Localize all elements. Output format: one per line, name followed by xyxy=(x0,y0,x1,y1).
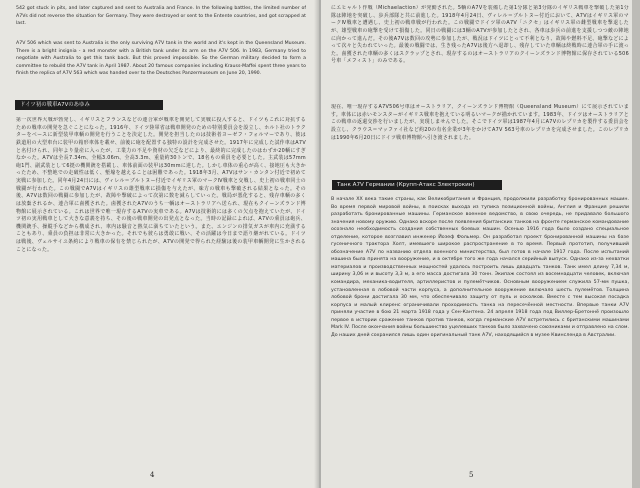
page-number-left: 4 xyxy=(150,471,155,479)
page-edge-strip xyxy=(632,0,640,488)
section-heading-ru: Танк A7V Германии (Крупп-Атакс Злектрокин) xyxy=(332,180,502,190)
body-text-jp: 第一次世界大戦が勃発し、イギリスとフランスなどの連合軍が戦車を開発して実戦に投入すると、ドイツもこれに対抗するための戦車の開発を急ぐことになった。1916年、ドイツ陸軍省は戦車開発のための特別委員会を設立し、ホルト社のトラクターをベースに新型装甲車輌の開発を行うことを決定した。開発を担当したのは技術者ヨーゼフ・フォルマーであり、彼は鉄道用の大型車台に装甲の箱形車体を載せ、前後に砲を配置する独特の設計を完成させた。1917年に完成した試作車はA7Vと名付けられ、同年より量産に入ったが、工業力の不足や資材の欠乏などにより、最終的に完成したのはわずか20輌にすぎなかった。A7Vは全長7.34m、全幅3.06m、全高3.3m、重量約30トンで、18名もの乗員を必要とした。主武装は57mm砲1門、副武装として6挺の機関銃を搭載し、車体前面の装甲は30mmに達した。しかし車体の重心が高く、接地圧も大きかったため、不整地での走破性は低く、塹壕を越えることは困難であった。1918年3月、A7Vはサン・カンタン付近で初めて実戦に参加した。同年4月24日には、ヴィレル＝ブルトヌー付近でイギリス軍のマークⅣ戦車と交戦し、史上初の戦車同士の戦闘が行われた。この戦闘でA7Vはイギリスの雄型戦車に損傷を与えたが、味方の戦車も撃破される結果となった。その後、A7Vは数回の戦闘に参加したが、故障や撃破によって次第に数を減らしていった。戦局が悪化すると、残存車輌の多くは放棄されるか、連合軍に鹵獲された。鹵獲されたA7Vのうち一輌はオーストラリアへ送られ、現在もクイーンズランド博物館に展示されている。これは世界で唯一現存するA7Vの実車である。A7Vは技術的には多くの欠点を抱えていたが、ドイツ初の実用戦車として大きな意義を持ち、その後の戦車開発の出発点となった。当時の記録によれば、A7Vの乗員は砲兵、機関銃手、操縦手などから構成され、車内は騒音と熱気に満ちていたという。また、エンジンの排気ガスが車内に充満することもあり、乗員の負担は非常に大きかった。それでも彼らは勇敢に戦い、その活躍は今日まで語り継がれている。ドイツは戦後、ヴェルサイユ条約により戦車の保有を禁じられたが、A7Vの開発で得られた経験は後の装甲車輌開発に生かされることになった。 xyxy=(16,117,306,253)
section-heading-jp: ドイツ初の戦車A7Vのあゆみ xyxy=(15,100,163,110)
page-number-right: 5 xyxy=(469,471,474,479)
body-text-jp-top: にエヒャルト作戦（Michaelaction）が発動された。5輌のA7Vを装備した第1分隊と第3分隊のイギリス戦車を撃破した第1分隊は陣地を突破し、歩兵部隊と共に前進した。1918年4月24日、ヴィレル＝ブルトヌー付近において、A7Vはイギリス軍のマークⅣ戦車と遭遇し、史上初の戦車戦が行われた。この戦闘でドイツ軍のA7V「ニクセ」はイギリス軍の雌型戦車を撃退したが、雄型戦車の砲撃を受けて損傷した。同日の戦闘には3輌のA7Vが参加したとされ、各車は歩兵の前進を支援しつつ敵の陣地に向かって進んだ。その後A7Vは数回の攻勢に参加したが、戦況はドイツにとって不利となり、故障や燃料不足、砲撃などによって次々と失われていった。最後の戦闘では、生き残ったA7Vは後方へ退却し、残存していた車輌は終戦時に連合軍の手に渡った。鹵獲された車輌の多くはスクラップとされ、現存するのはオーストラリアのクイーンズランド博物館に保存されている506号車「メフィスト」のみである。 xyxy=(331,5,629,65)
right-page xyxy=(321,0,640,488)
intro-paragraph-en: 542 got stuck in pits, and later captured and sent to Australia and France. In the following battles, the limited number of A7Vs did not reverse the situation for Germany. They were destroyed or sent to the Entente countries, and got scrapped at last. xyxy=(16,6,306,26)
rebuild-paragraph-en: A7V 506 which was sent to Australia is the only surviving A7V tank in the world and it's kept in the Queensland Museum. There is a bright insignia - a red monster with a British tank under its arm on the A7V 506. In 1983, Germany tried to negotiate with Australia to get this tank back. But this proved impossible. So the German military decided to form a committee to rebuild the A7V tank in April 1987. About 20 famous companies including Krauss-Maffei spent three years to finish the replica of A7V 563 which was handed over to the Deutsches Panzermuseum on June 20, 1990. xyxy=(16,41,306,76)
body-text-jp-bottom: 現在、唯一現存するA7V506号車はオーストラリア、クイーンズランド博物館（Queensland Museum）にて展示されています。車体には赤いモンスターがイギリス戦車を抱えている明るいマークが描かれています。1983年、ドイツはオーストラリアとこの戦車の返還交渉を行いましたが、実現しませんでした。そこでドイツ軍は1987年4月にA7Vのレプリカを製作する委員会を設立し、クラウス＝マッファイ社など約20の有名企業が3年をかけてA7V 563号車のレプリカを完成させました。このレプリカは1990年6月20日にドイツ戦車博物館へ引き渡されました。 xyxy=(331,104,629,141)
left-page xyxy=(0,0,319,488)
body-text-ru: В начале XX века такие страны, как Великобритания и Франция, продолжили разработку бронированных машин. Во время первой мировой войны, в поисках выхода из тупика позиционной войны, Англия и Франция решили разработать бронированные машины. Германское военное ведомство, в свою очередь, не придавало большого значения новому оружию. Однако вскоре после появления британских танков на фронте германское командование осознало необходимость создания собственных боевых машин. Осенью 1916 года было создано специальное отделение, которое возглавил инженер Йозеф Фольмер. Он разработал проект бронированной машины на базе гусеничного трактора Холт, имевшего широкое распространение в то время. Первый прототип, получивший обозначение A7V по названию отдела военного министерства, был готов в начале 1917 года. После испытаний машина была принята на вооружение, и в октябре того же года начался серийный выпуск. Однако из-за нехватки материалов и производственных мощностей удалось построить лишь двадцать танков. Танк имел длину 7,34 м, ширину 3,06 м и высоту 3,3 м, а его масса достигала 30 тонн. Экипаж состоял из восемнадцати человек, включая командира, механика-водителя, артиллеристов и пулемётчиков. Основным вооружением служила 57-мм пушка, установленная в лобовой части корпуса, а дополнительное вооружение включало шесть пулемётов. Толщина лобовой брони достигала 30 мм, что обеспечивало защиту от пуль и осколков. Вместе с тем высокая посадка корпуса и малый клиренс ограничивали проходимость танка на пересечённой местности. Впервые танки A7V приняли участие в бою 21 марта 1918 года у Сен-Кантена. 24 апреля 1918 года под Виллер-Бретоннё произошло первое в истории сражение танков против танков, когда германские A7V встретились с британскими машинами Mark IV. После окончания войны большинство уцелевших танков было захвачено союзниками и отправлено на слом. До наших дней сохранился лишь один оригинальный танк A7V, находящийся в музее Квинсленда в Австралии. xyxy=(331,197,629,338)
